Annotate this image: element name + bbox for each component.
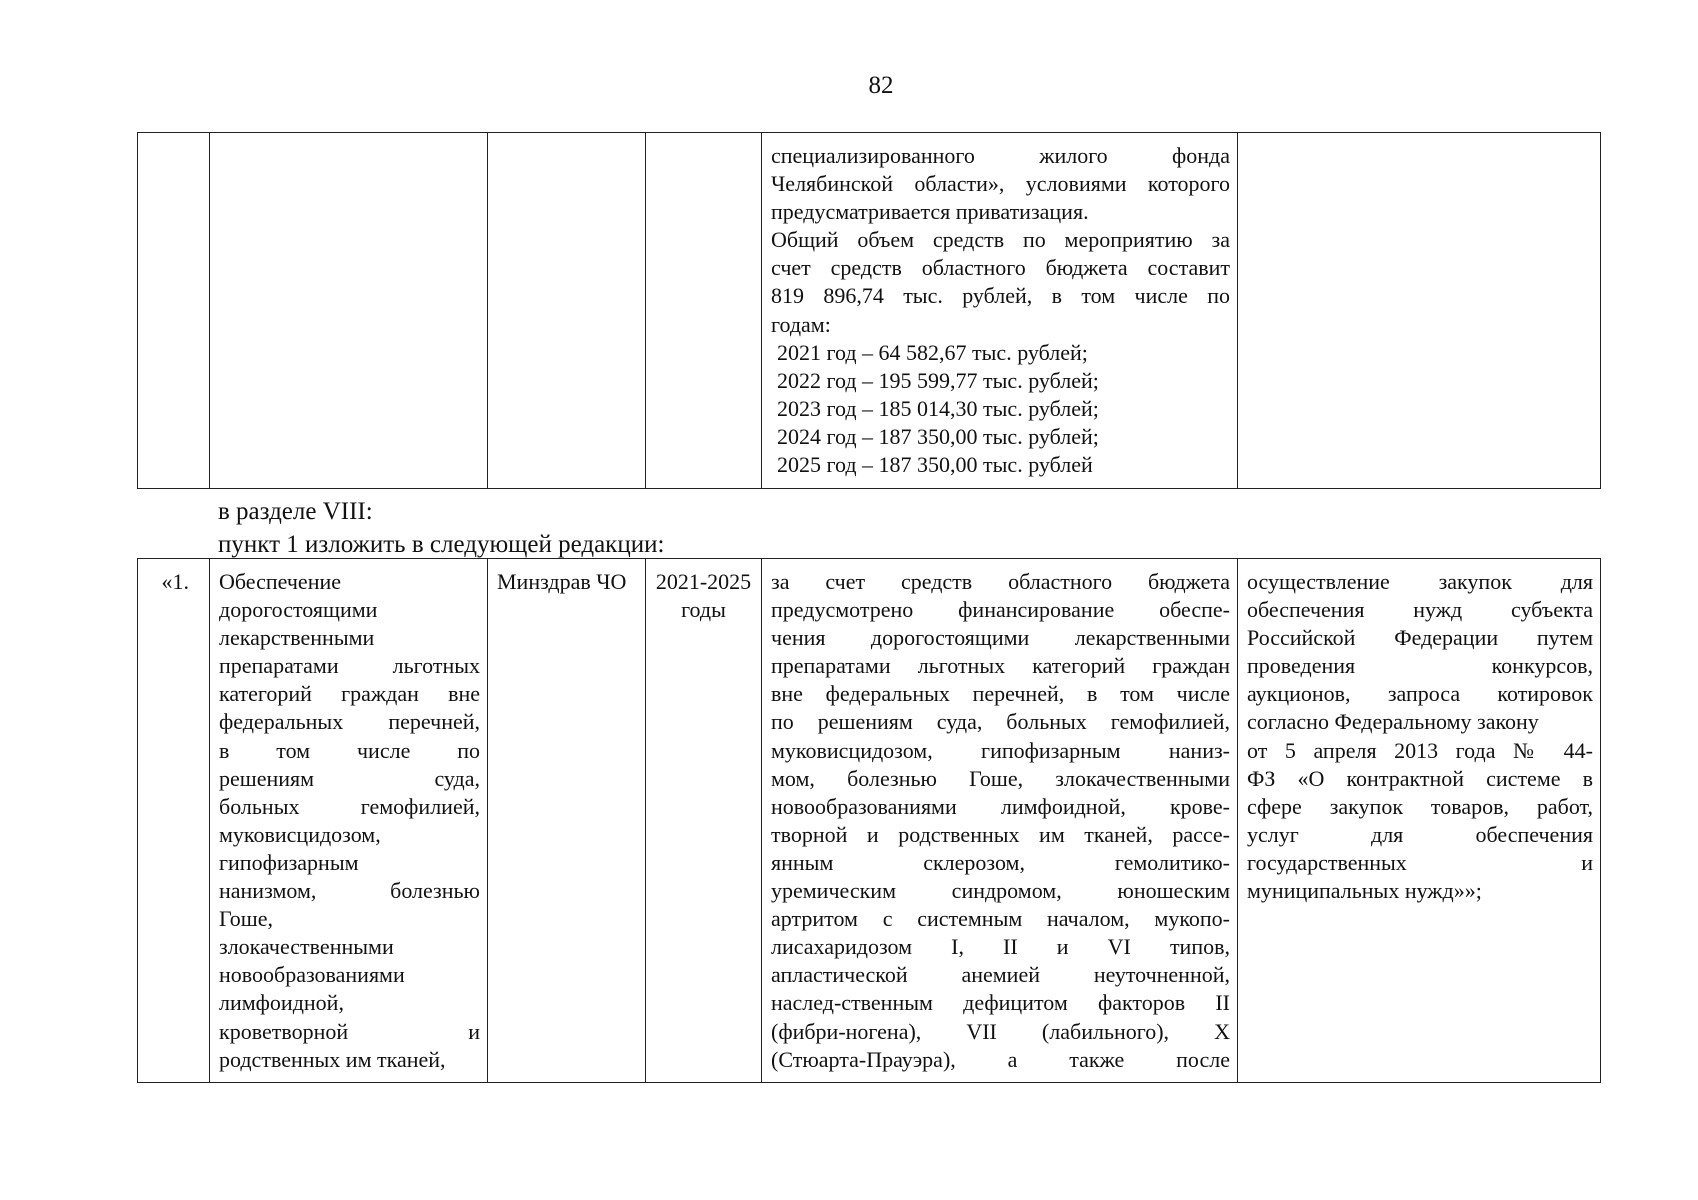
- text-line: нанизмом, болезнью: [219, 878, 480, 904]
- text-line: Российской Федерации путем: [1247, 625, 1593, 651]
- item-number: «1.: [161, 569, 189, 594]
- text-line: кроветворной и: [219, 1018, 480, 1044]
- mechanism-text: [1238, 559, 1600, 905]
- mechanism-cell: [1238, 559, 1601, 1083]
- text-line: предусматривается приватизация.: [771, 199, 1089, 225]
- text-line: специализированного жилого фонда: [771, 143, 1230, 168]
- program-table-continuation: [137, 132, 1601, 489]
- text-line: 2023 год – 185 014,30 тыс. рублей;: [777, 395, 1099, 421]
- text-line: за счет средств областного бюджета: [771, 569, 1230, 594]
- text-line: предусмотрено финансирование обеспе-: [771, 597, 1230, 623]
- text-line: дорогостоящими: [219, 597, 378, 623]
- financing-text: [762, 133, 1237, 339]
- financing-text: [762, 559, 1237, 1074]
- executor: Минздрав ЧО: [497, 569, 627, 594]
- text-line: новообразованиями: [219, 962, 405, 988]
- text-line: вне федеральных перечней, в том числе: [771, 681, 1230, 707]
- text-line: муниципальных нужд»»;: [1247, 878, 1482, 904]
- text-line: больных гемофилией,: [219, 793, 480, 819]
- financing-by-year: [762, 339, 1237, 479]
- text-line: счет средств областного бюджета составит: [771, 255, 1230, 281]
- text-line: артритом с системным началом, мукопо-: [771, 906, 1230, 932]
- text-line: Обеспечение: [219, 569, 341, 594]
- text-line: от 5 апреля 2013 года № 44-: [1247, 737, 1593, 763]
- text-line: годам:: [771, 311, 831, 337]
- text-line: обеспечения нужд субъекта: [1247, 597, 1593, 623]
- period: [646, 559, 761, 624]
- activity-text: [210, 559, 487, 1074]
- text-line: Челябинской области», условиями которого: [771, 171, 1230, 197]
- instruction-text: пункт 1 изложить в следующей редакции:: [218, 531, 665, 558]
- text-line: по решениям суда, больных гемофилией,: [771, 709, 1230, 735]
- text-line: 2024 год – 187 350,00 тыс. рублей;: [777, 423, 1099, 449]
- text-line: творной и родственных им тканей, рассе-: [771, 821, 1230, 847]
- text-line: препаратами льготных категорий граждан: [771, 653, 1230, 679]
- text-line: злокачественными: [219, 934, 394, 960]
- text-line: лимфоидной,: [219, 990, 344, 1016]
- text-line: 2021 год – 64 582,67 тыс. рублей;: [777, 339, 1088, 365]
- executor-cell: [488, 559, 646, 1083]
- period-cell: [646, 559, 762, 1083]
- text-line: решениям суда,: [219, 765, 480, 791]
- period-unit: годы: [681, 597, 726, 623]
- financing-cell: [762, 559, 1238, 1083]
- activity-cell: [210, 559, 488, 1083]
- activity-cell: [210, 133, 488, 489]
- text-line: препаратами льготных: [219, 653, 480, 679]
- text-line: наслед-ственным дефицитом факторов II: [771, 990, 1230, 1016]
- number-cell: [138, 559, 210, 1083]
- number-cell: [138, 133, 210, 489]
- text-line: (фибри-ногена), VII (лабильного), X: [771, 1018, 1230, 1044]
- text-line: 2025 год – 187 350,00 тыс. рублей: [777, 452, 1093, 478]
- text-line: апластической анемией неуточненной,: [771, 962, 1230, 988]
- financing-cell: [762, 133, 1238, 489]
- text-line: 2022 год – 195 599,77 тыс. рублей;: [777, 367, 1099, 393]
- text-line: ФЗ «О контрактной системе в: [1247, 765, 1593, 791]
- text-line: Общий объем средств по мероприятию за: [771, 227, 1230, 253]
- text-line: уремическим синдромом, юношеским: [771, 878, 1230, 904]
- text-line: лисахаридозом I, II и VI типов,: [771, 934, 1230, 960]
- text-line: 819 896,74 тыс. рублей, в том числе по: [771, 283, 1230, 309]
- text-line: услуг для обеспечения: [1247, 821, 1593, 847]
- text-line: (Стюарта-Прауэра), а также после: [771, 1046, 1230, 1072]
- text-line: гипофизарным: [219, 849, 359, 875]
- text-line: федеральных перечней,: [219, 709, 480, 735]
- period-cell: [646, 133, 762, 489]
- text-line: государственных и: [1247, 849, 1593, 875]
- text-line: мом, болезнью Гоше, злокачественными: [771, 765, 1230, 791]
- text-line: осуществление закупок для: [1247, 569, 1593, 594]
- text-line: новообразованиями лимфоидной, крове-: [771, 793, 1230, 819]
- period-years: 2021-2025: [655, 569, 752, 594]
- text-line: чения дорогостоящими лекарственными: [771, 625, 1230, 651]
- mechanism-cell: [1238, 133, 1601, 489]
- text-line: лекарственными: [219, 625, 375, 651]
- text-line: категорий граждан вне: [219, 681, 480, 707]
- executor-cell: [488, 133, 646, 489]
- section-heading: в разделе VIII:: [218, 498, 373, 525]
- text-line: сфере закупок товаров, работ,: [1247, 793, 1593, 819]
- text-line: янным склерозом, гемолитико-: [771, 849, 1230, 875]
- text-line: согласно Федеральному закону: [1247, 709, 1539, 735]
- text-line: проведения конкурсов,: [1247, 653, 1593, 679]
- text-line: муковисцидозом, гипофизарным наниз-: [771, 737, 1230, 763]
- text-line: муковисцидозом,: [219, 821, 381, 847]
- text-line: аукционов, запроса котировок: [1247, 681, 1593, 707]
- text-line: Гоше,: [219, 906, 273, 932]
- program-table-item-1: [137, 558, 1601, 1083]
- text-line: родственных им тканей,: [219, 1046, 446, 1072]
- text-line: в том числе по: [219, 737, 480, 763]
- page-number: 82: [868, 72, 894, 99]
